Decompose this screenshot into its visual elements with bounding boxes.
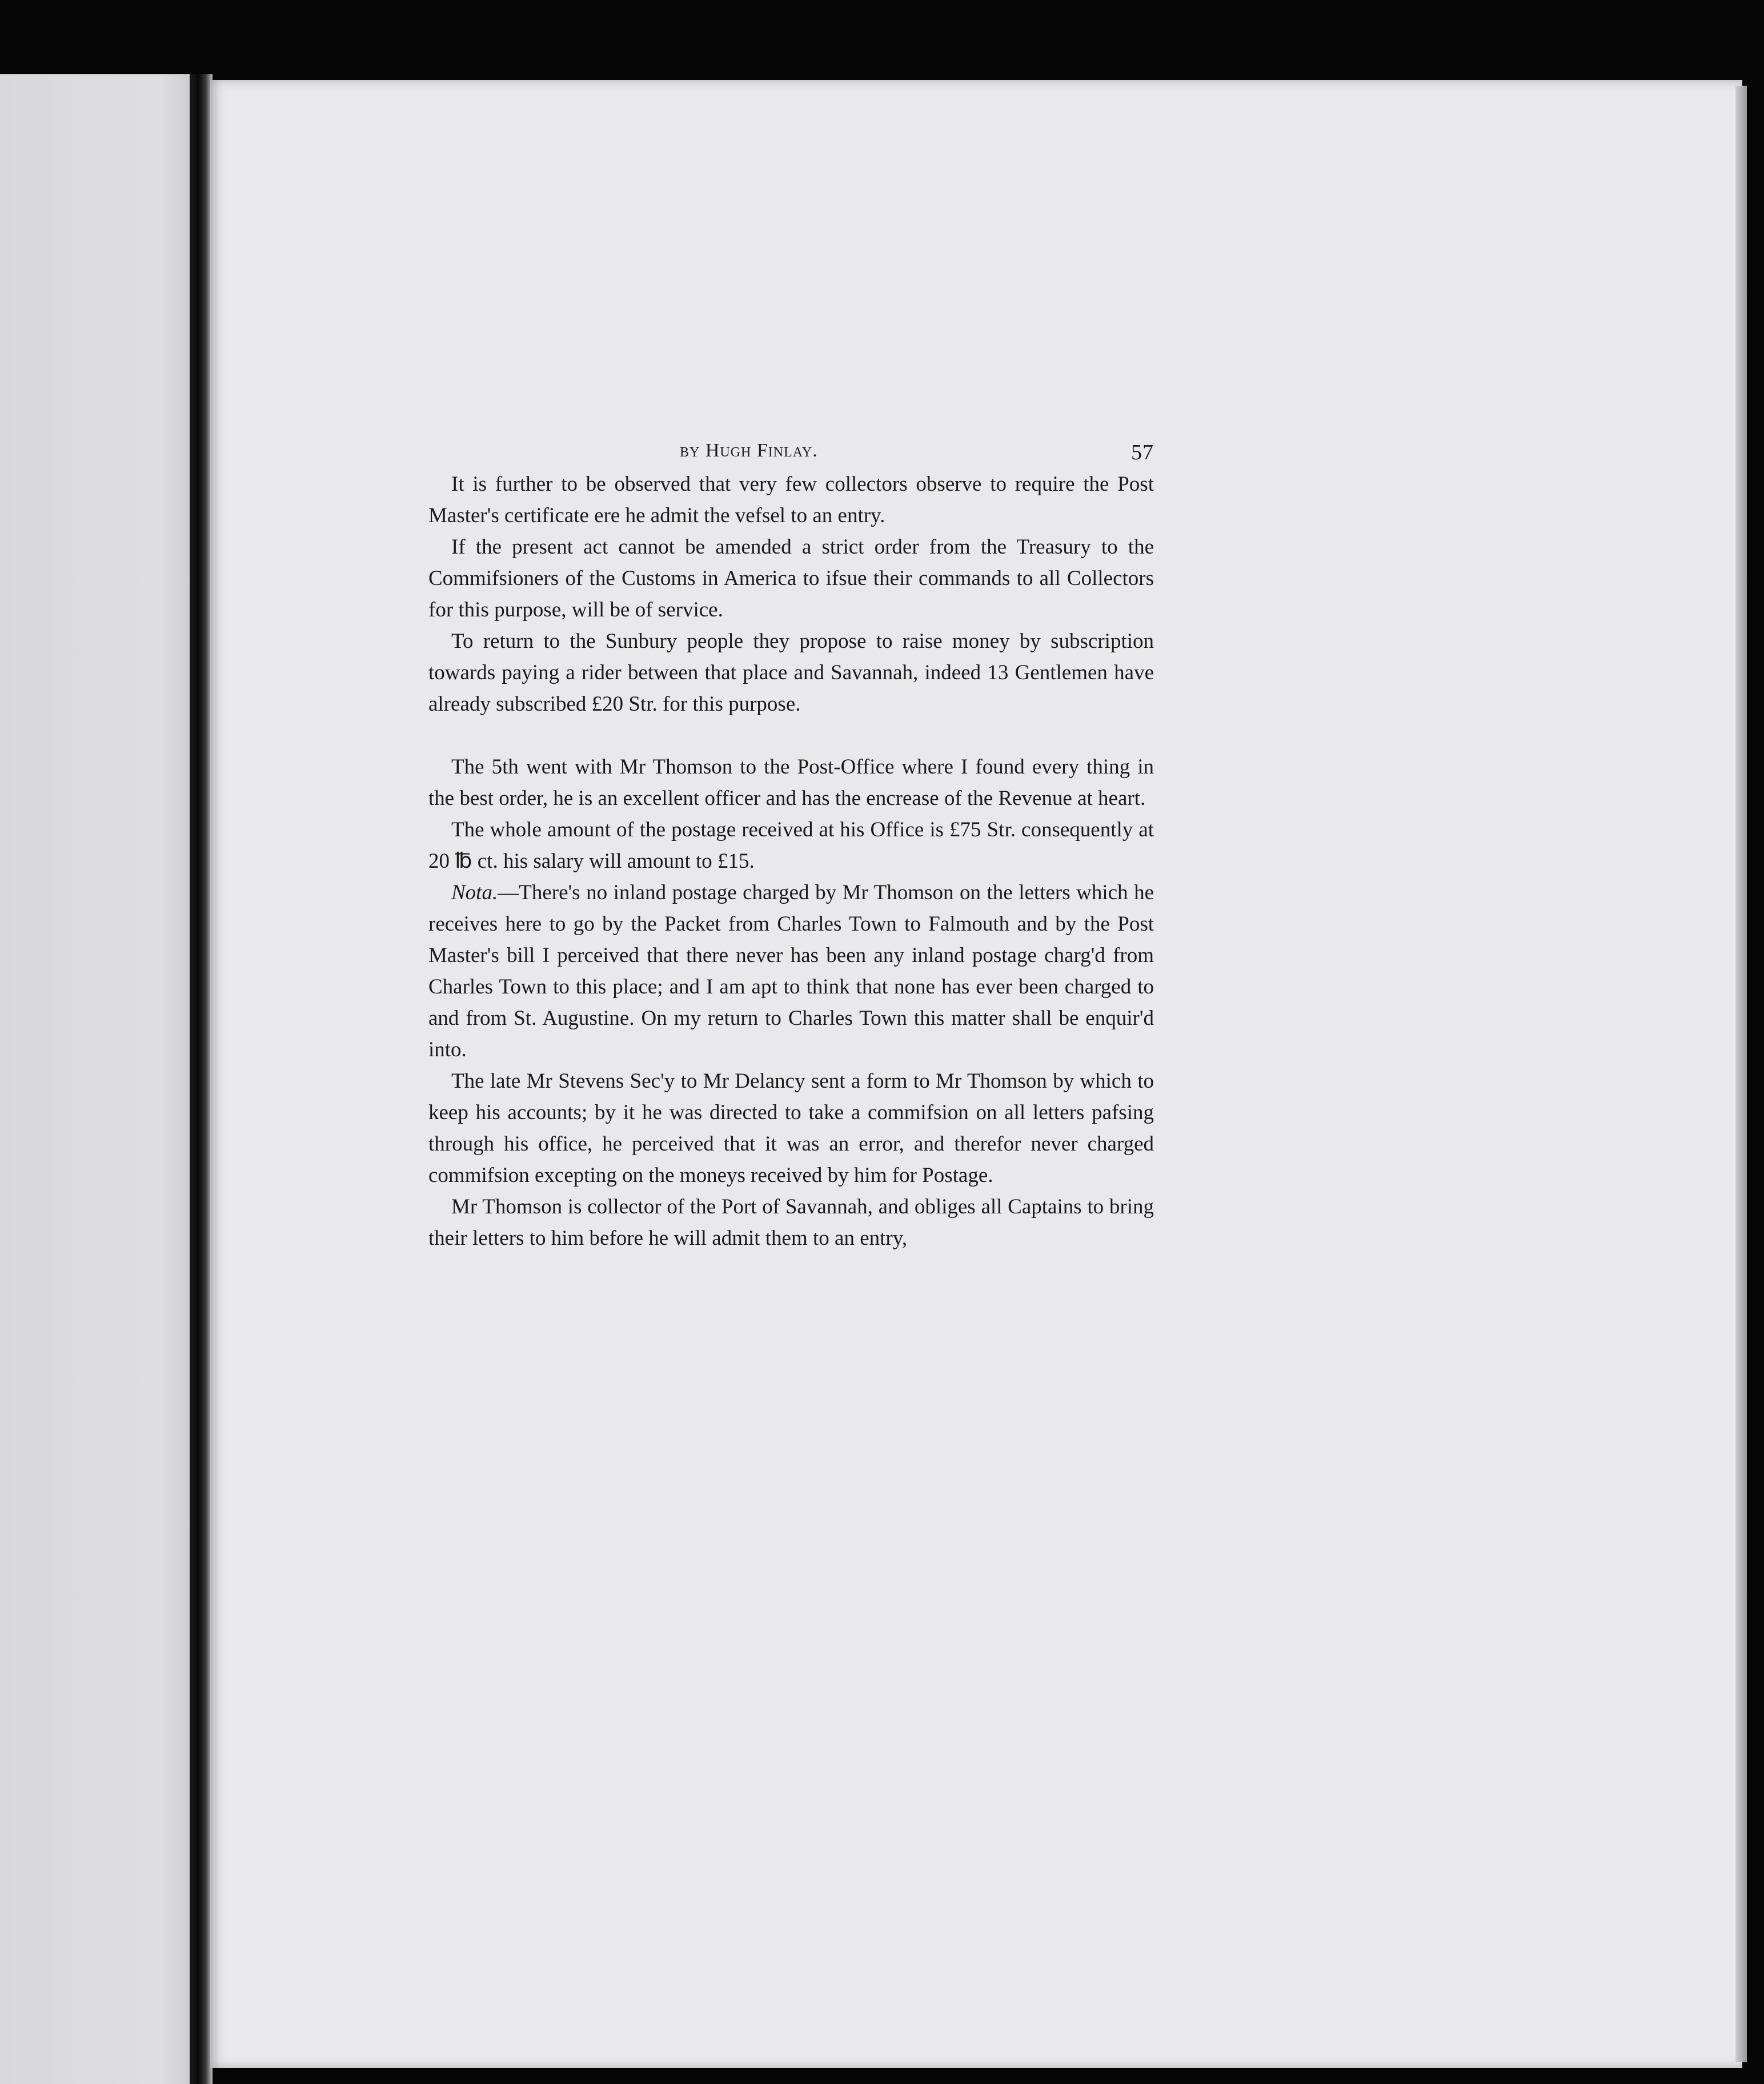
page-fore-edge — [1735, 86, 1747, 2062]
nota-text: —There's no inland postage charged by Mr Thomson on the letters which he receives here to go by the Packet from Charles Town to Falmouth and by the Post Master's bill I perceived that there never has been any inland postage charg'd from Charles Town to this place; and I am apt to think that none has ever been charged to and from St. Augustine. On my return to Charles Town this matter shall be enquir'd into. — [428, 881, 1154, 1061]
book-gutter — [190, 74, 213, 2084]
paragraph: The late Mr Stevens Sec'y to Mr Delancy sent a form to Mr Thomson by which to keep his accounts; by it he was directed to take a commifsion on all letters pafsing through his office, he perceived that it was an error, and therefor never charged commifsion excepting on the moneys received by him for Postage. — [428, 1069, 1154, 1187]
running-head — [428, 434, 1154, 468]
paragraph: The 5th went with Mr Thomson to the Post-Office where I found every thing in the best order, he is an excellent officer and has the encrease of the Revenue at heart. — [428, 755, 1154, 810]
nota-paragraph — [428, 877, 1154, 1065]
paragraph: It is further to be observed that very few collectors observe to require the Post Master's certificate ere he admit the vefsel to an entry. — [428, 472, 1154, 527]
paragraph: Mr Thomson is collector of the Port of Savannah, and obliges all Captains to bring their letters to him before he will admit them to an entry, — [428, 1195, 1154, 1250]
nota-label: Nota. — [451, 881, 498, 904]
paragraph: If the present act cannot be amended a strict order from the Treasury to the Commifsioners of the Customs in America to ifsue their commands to all Collectors for this purpose, will be of service. — [428, 535, 1154, 622]
page-text-block — [428, 434, 1154, 1254]
running-title: by Hugh Finlay. — [680, 440, 818, 461]
paragraph: The whole amount of the postage received at his Office is £75 Str. consequently at 20 ℔ ct. his salary will amount to £15. — [428, 818, 1154, 873]
left-page-edge — [0, 74, 200, 2084]
section-gap — [428, 720, 1154, 751]
page-number: 57 — [1131, 440, 1154, 464]
paragraph: To return to the Sunbury people they propose to raise money by subscription towards paying a rider between that place and Savannah, indeed 13 Gentlemen have already subscribed £20 Str. for this purpose. — [428, 630, 1154, 716]
